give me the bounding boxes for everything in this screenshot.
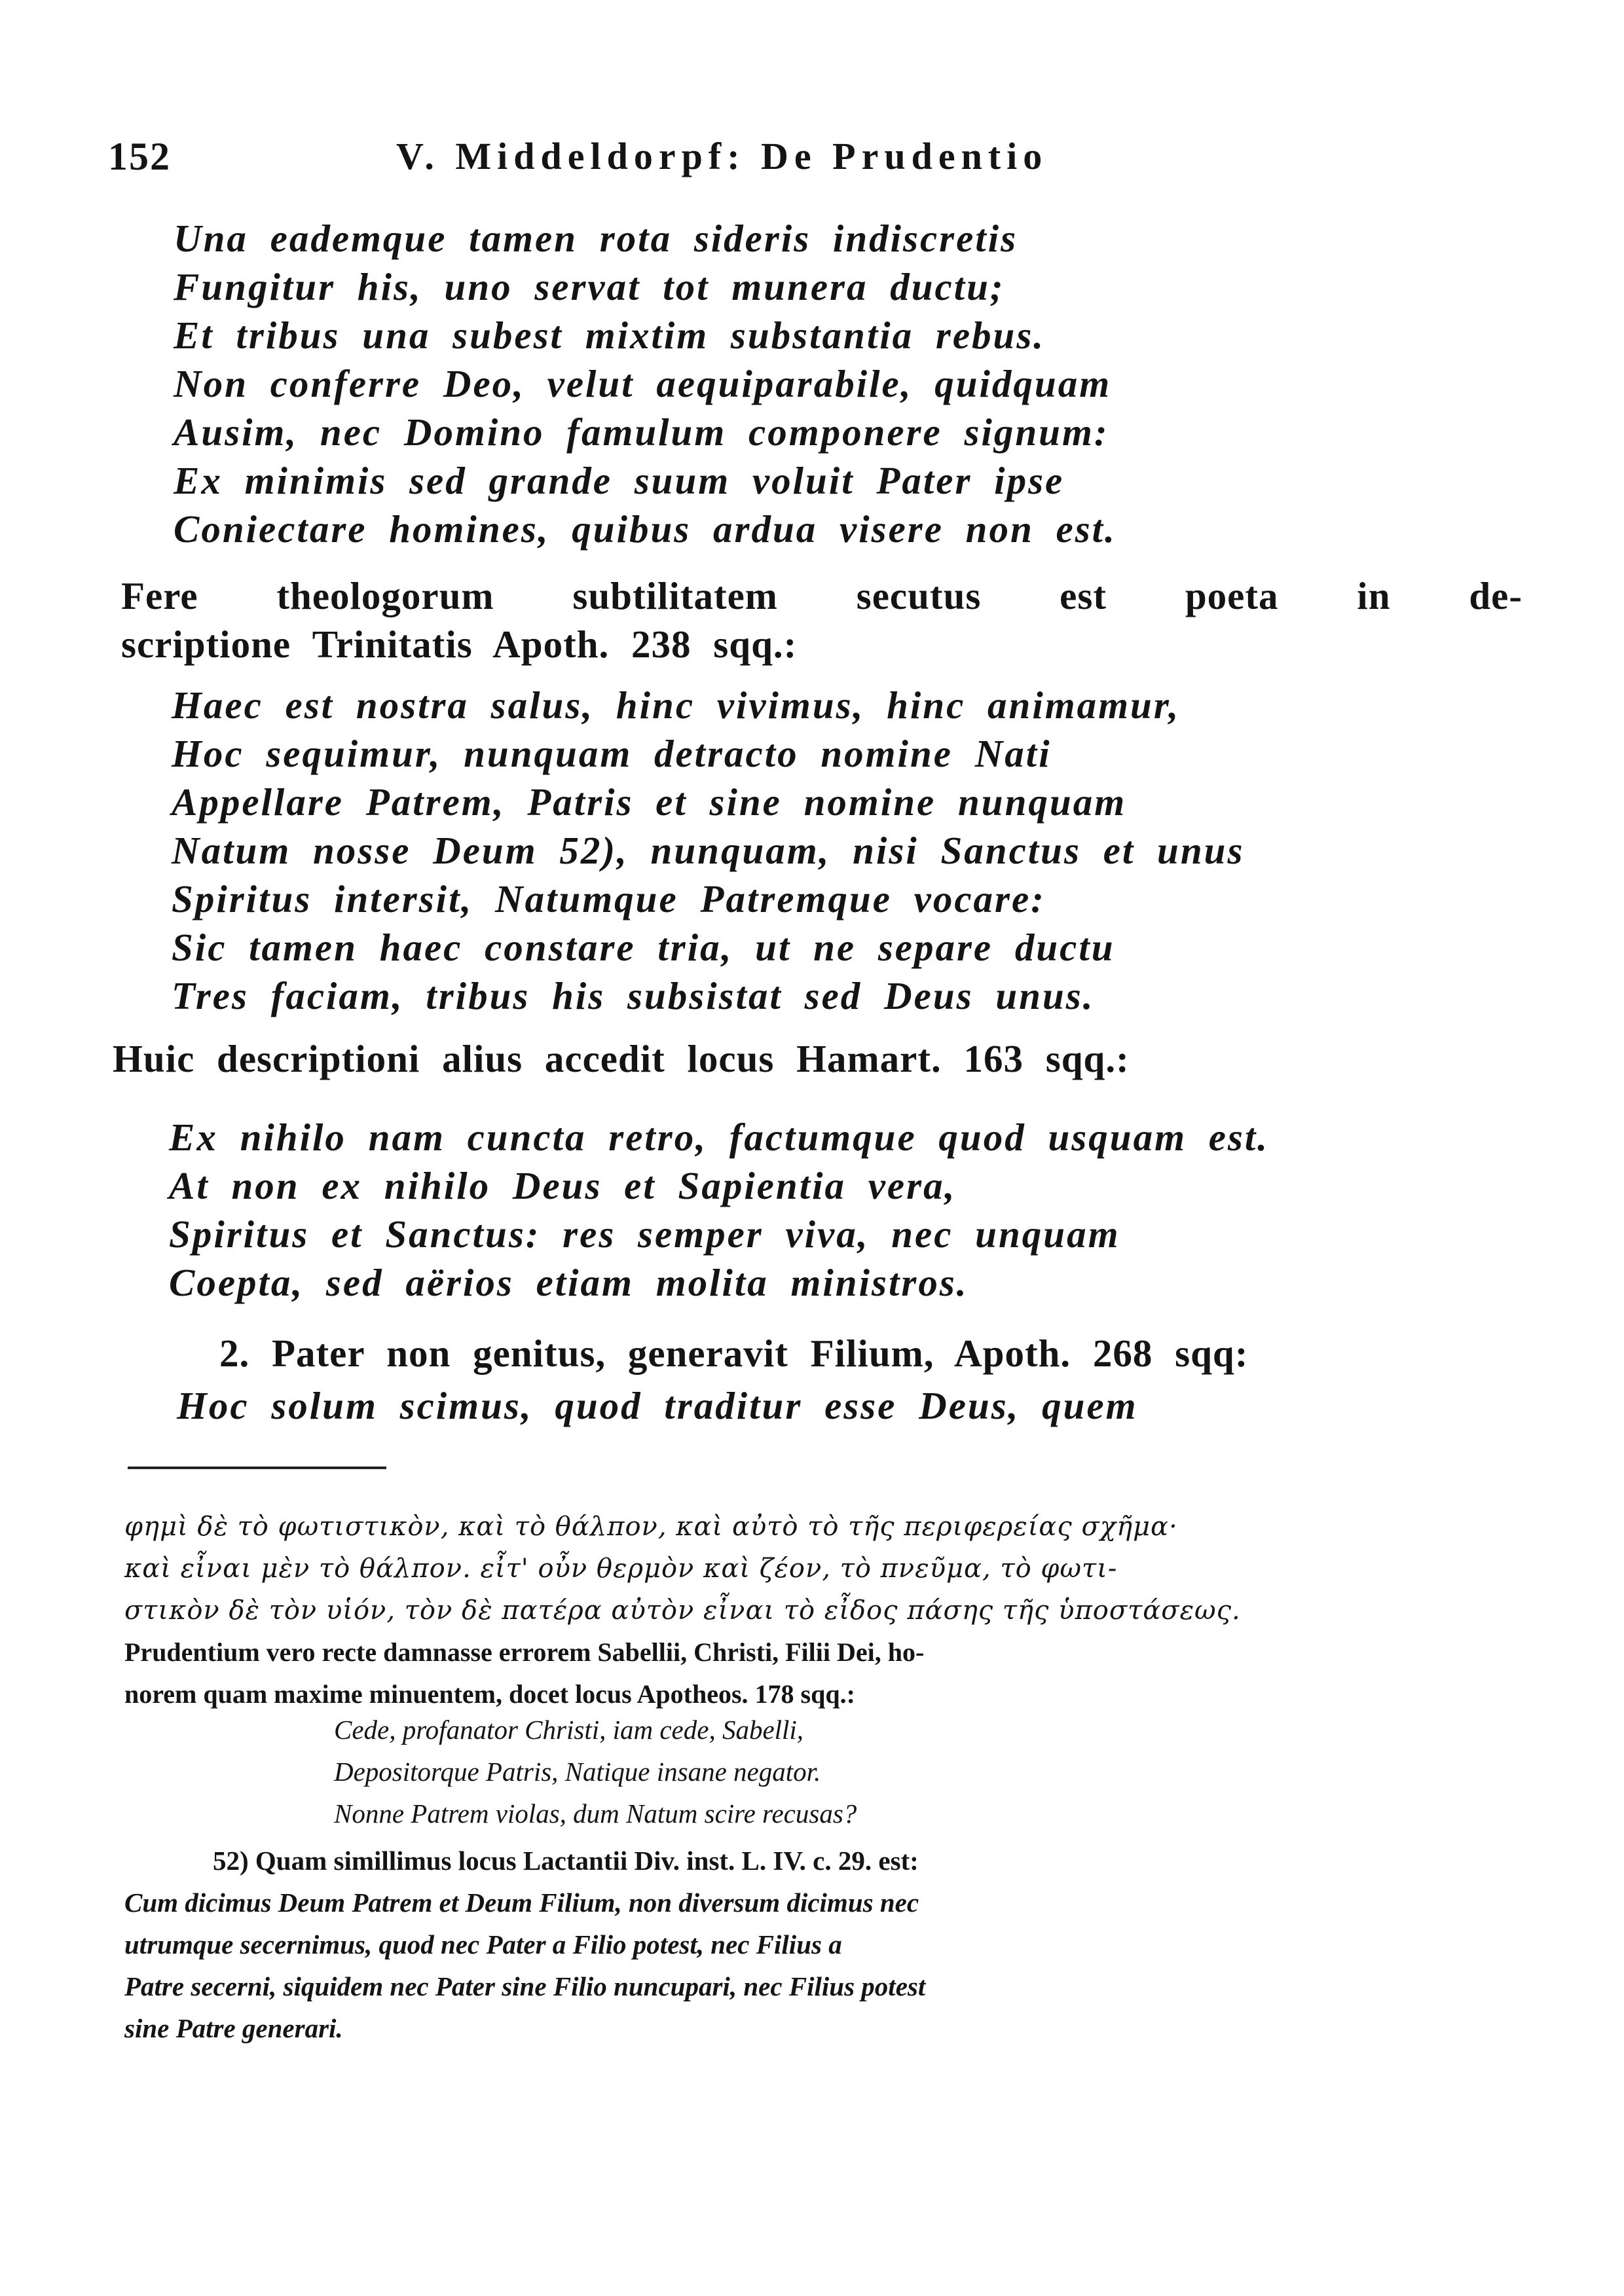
verse-line: Ex nihilo nam cuncta retro, factumque quod usquam est. xyxy=(169,1116,1270,1159)
verse-block-2 xyxy=(172,681,1244,1020)
verse-line: Coepta, sed aërios etiam molita ministros. xyxy=(169,1261,969,1304)
footnote-greek-line: φημὶ δὲ τὸ φωτιστικὸν, καὶ τὸ θάλπον, καὶ αὐτὸ τὸ τῆς περιφερείας σχῆμα· xyxy=(124,1512,1178,1542)
footnote-line: 52) Quam simillimus locus Lactantii Div. inst. L. IV. c. 29. est: xyxy=(213,1846,919,1876)
prose-paragraph-3 xyxy=(219,1329,1248,1377)
verse-line: Non conferre Deo, velut aequiparabile, quidquam xyxy=(174,362,1112,405)
verse-line: Una eademque tamen rota sideris indiscretis xyxy=(174,217,1018,260)
verse-line: Appellare Patrem, Patris et sine nomine nunquam xyxy=(172,780,1127,824)
prose-line: scriptione Trinitatis Apoth. 238 sqq.: xyxy=(121,623,798,666)
verse-block-3 xyxy=(169,1113,1269,1307)
footnote-line: utrumque secernimus, quod nec Pater a Filio potest, nec Filius a xyxy=(124,1929,842,1959)
footnote-52 xyxy=(124,1840,925,2049)
footnote-1 xyxy=(124,1506,1241,1715)
footnote-line: Patre secerni, siquidem nec Pater sine Filio nuncupari, nec Filius potest xyxy=(124,1971,926,2001)
page-header xyxy=(108,134,1287,193)
verse-line: Fungitur his, uno servat tot munera ductu; xyxy=(174,265,1005,308)
prose-paragraph-2 xyxy=(113,1034,1130,1083)
footnote-greek-line: καὶ εἶναι μὲν τὸ θάλπον. εἶτ' οὖν θερμὸν καὶ ζέον, τὸ πνεῦμα, τὸ φωτι- xyxy=(124,1554,1118,1584)
footnote-line: sine Patre generari. xyxy=(124,2013,343,2043)
footnote-verse-line: Depositorque Patris, Natique insane negator. xyxy=(334,1757,821,1787)
verse-line: Spiritus et Sanctus: res semper viva, nec unquam xyxy=(169,1212,1120,1256)
verse-block-1 xyxy=(174,214,1116,553)
verse-line: Sic tamen haec constare tria, ut ne separe ductu xyxy=(172,926,1115,969)
verse-line: Coniectare homines, quibus ardua visere non est. xyxy=(174,507,1116,551)
footnote-greek-line: στικὸν δὲ τὸν υἱόν, τὸν δὲ πατέρα αὐτὸν εἶναι τὸ εἶδος πάσης τῆς ὑποστάσεως. xyxy=(124,1595,1241,1626)
verse-line: Tres faciam, tribus his subsistat sed Deus unus. xyxy=(172,974,1095,1017)
verse-line: Ex minimis sed grande suum voluit Pater ipse xyxy=(174,459,1065,502)
prose-line: Huic descriptioni alius accedit locus Hamart. 163 sqq.: xyxy=(113,1037,1130,1080)
footnote-verse-line: Nonne Patrem violas, dum Natum scire recusas? xyxy=(334,1798,857,1829)
verse-line: Et tribus una subest mixtim substantia rebus. xyxy=(174,314,1046,357)
verse-line: Spiritus intersit, Natumque Patremque vocare: xyxy=(172,877,1046,920)
prose-line: 2. Pater non genitus, generavit Filium, Apoth. 268 sqq: xyxy=(219,1332,1249,1375)
running-head: V. Middeldorpf: De Prudentio xyxy=(396,135,1048,177)
footnote-line: Cum dicimus Deum Patrem et Deum Filium, non diversum dicimus nec xyxy=(124,1887,919,1918)
footnote-1-verse xyxy=(334,1709,857,1834)
verse-line: Hoc solum scimus, quod traditur esse Deus, quem xyxy=(177,1384,1138,1427)
footnote-divider xyxy=(128,1467,386,1469)
prose-paragraph-1 xyxy=(121,572,1522,668)
verse-block-4 xyxy=(177,1381,1138,1430)
footnote-line: Prudentium vero recte damnasse errorem Sabellii, Christi, Filii Dei, ho- xyxy=(124,1637,925,1667)
verse-line: At non ex nihilo Deus et Sapientia vera, xyxy=(169,1164,957,1207)
verse-line: Haec est nostra salus, hinc vivimus, hinc animamur, xyxy=(172,683,1181,727)
prose-line: Fere theologorum subtilitatem secutus est poeta in de- xyxy=(121,574,1522,617)
verse-line: Ausim, nec Domino famulum componere signum: xyxy=(174,410,1109,454)
footnote-line: norem quam maxime minuentem, docet locus Apotheos. 178 sqq.: xyxy=(124,1679,855,1709)
footnote-verse-line: Cede, profanator Christi, iam cede, Sabelli, xyxy=(334,1715,804,1745)
verse-line: Hoc sequimur, nunquam detracto nomine Nati xyxy=(172,732,1052,775)
verse-line: Natum nosse Deum 52), nunquam, nisi Sanctus et unus xyxy=(172,829,1245,872)
page-number: 152 xyxy=(108,135,171,178)
